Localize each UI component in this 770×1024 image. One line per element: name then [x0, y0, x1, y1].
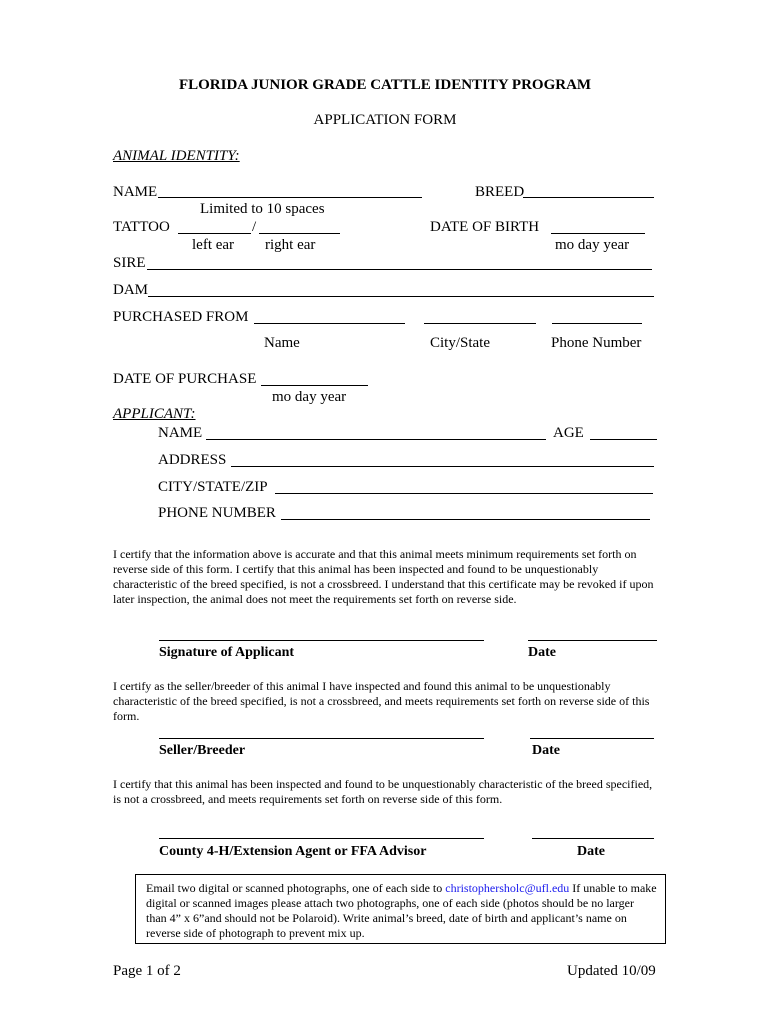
photo-instructions-details: If unable to make digital or scanned images please attach two photographs, one of each side (photos should be no larger than 4” x 6”and should not be Polaroid). Write animal’s breed, date of birth and applicant’s name on reverse side of photograph to prevent mix up. [146, 881, 657, 940]
tattoo-label: TATTOO [113, 219, 170, 235]
agent-date-field[interactable] [532, 838, 654, 839]
purchased-name-field[interactable] [254, 323, 405, 324]
form-title: FLORIDA JUNIOR GRADE CATTLE IDENTITY PROGRAM [178, 77, 592, 93]
phone-number-label: PHONE NUMBER [158, 505, 276, 521]
purchase-date-label: DATE OF PURCHASE [113, 371, 257, 387]
purchased-from-label: PURCHASED FROM [113, 309, 249, 325]
applicant-name-label: NAME [158, 425, 203, 441]
purchased-city-caption: City/State [430, 335, 490, 351]
applicant-signature-field[interactable] [159, 640, 484, 641]
applicant-heading: APPLICANT: [113, 406, 196, 422]
applicant-date-field[interactable] [528, 640, 657, 641]
photo-instructions-box [135, 874, 666, 944]
dam-field[interactable] [148, 296, 654, 297]
page-number: Page 1 of 2 [113, 963, 181, 979]
age-field[interactable] [590, 439, 657, 440]
purchased-phone-field[interactable] [552, 323, 642, 324]
purchased-name-caption: Name [264, 335, 300, 351]
animal-identity-heading: ANIMAL IDENTITY: [113, 148, 240, 164]
sire-field[interactable] [147, 269, 652, 270]
agent-date-caption: Date [577, 844, 605, 859]
agent-signature-caption: County 4-H/Extension Agent or FFA Advisor [159, 844, 427, 859]
seller-date-caption: Date [532, 743, 560, 758]
updated-date: Updated 10/09 [567, 963, 656, 979]
animal-name-field[interactable] [158, 197, 422, 198]
applicant-date-caption: Date [528, 645, 556, 660]
seller-certification-text: I certify as the seller/breeder of this animal I have inspected and found this animal to be unquestionably characteristic of the breed specified, is not a crossbreed, and meets requirements set forth on reverse side of this form. [113, 679, 650, 723]
contact-email-link[interactable]: christophersholc@ufl.edu [445, 881, 570, 895]
photo-instructions-intro: Email two digital or scanned photographs, one of each side to [146, 881, 446, 895]
age-label: AGE [553, 425, 584, 441]
purchase-date-format-caption: mo day year [272, 389, 347, 405]
dob-format-caption: mo day year [555, 237, 630, 253]
applicant-signature-caption: Signature of Applicant [159, 645, 295, 660]
city-state-zip-field[interactable] [275, 493, 653, 494]
dam-label: DAM [113, 282, 149, 298]
right-ear-caption: right ear [265, 237, 316, 253]
breed-label: BREED [475, 184, 525, 200]
animal-name-label: NAME [113, 184, 158, 200]
breed-field[interactable] [523, 197, 654, 198]
purchased-city-field[interactable] [424, 323, 536, 324]
tattoo-left-ear-field[interactable] [178, 233, 251, 234]
tattoo-right-ear-field[interactable] [259, 233, 340, 234]
phone-number-field[interactable] [281, 519, 650, 520]
address-label: ADDRESS [158, 452, 227, 468]
purchased-phone-caption: Phone Number [551, 335, 642, 351]
applicant-name-field[interactable] [206, 439, 546, 440]
agent-certification-text: I certify that this animal has been inspected and found to be unquestionably characteristic of the breed specified, is not a crossbreed, and meets requirements set forth on reverse side of this form. [113, 777, 653, 806]
sire-label: SIRE [113, 255, 146, 271]
dob-label: DATE OF BIRTH [430, 219, 540, 235]
form-subtitle: APPLICATION FORM [313, 112, 457, 128]
applicant-certification-text: I certify that the information above is accurate and that this animal meets minimum requirements set forth on reverse side of this form. I certify that this animal has been inspected and found to be unquestionably characteristic of the breed specified, is not a crossbreed. I understand that this certificate may be revoked if upon later inspection, the animal does not meet the requirements set forth on reverse side. [113, 547, 654, 606]
address-field[interactable] [231, 466, 654, 467]
purchase-date-field[interactable] [261, 385, 368, 386]
seller-signature-field[interactable] [159, 738, 484, 739]
city-state-zip-label: CITY/STATE/ZIP [158, 479, 268, 495]
left-ear-caption: left ear [192, 237, 235, 253]
seller-date-field[interactable] [530, 738, 654, 739]
tattoo-separator: / [252, 219, 257, 235]
tattoo-hint: Limited to 10 spaces [200, 201, 325, 217]
agent-signature-field[interactable] [159, 838, 484, 839]
seller-signature-caption: Seller/Breeder [159, 743, 246, 758]
dob-field[interactable] [551, 233, 645, 234]
